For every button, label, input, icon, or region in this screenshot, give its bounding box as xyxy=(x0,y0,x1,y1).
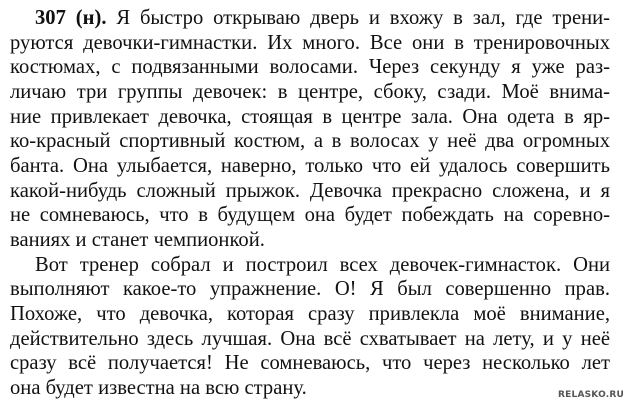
text-line-13: Похоже, что девочка, которая сразу привлекла моё внимание, xyxy=(10,303,610,325)
text-line-7: банта. Она улыбается, наверно, только что ей удалось совершить xyxy=(10,155,610,177)
site-watermark: RELASKO.RU xyxy=(558,390,624,400)
text-line-9: не сомневаюсь, что в будущем она будет побеждать на соревно- xyxy=(10,204,610,227)
text-line-5: ние привлекает девочка, стоящая в центре зала. Она одета в яр- xyxy=(10,105,610,128)
text-line-6: ко-красный спортивный костюм, а в волосах у неё два огромных xyxy=(10,130,610,153)
text-line-14: действительно здесь лучшая. Она всё схватывает на лету, и у неё xyxy=(10,327,610,350)
text-line-4: личаю три группы девочек: в центре, сбоку, сзади. Моё внима- xyxy=(10,81,610,103)
text-line-10: ваниях и станет чемпионкой. xyxy=(10,229,265,251)
text-line-3: костюмах, с подвязанными волосами. Через секунду я уже раз- xyxy=(10,56,610,79)
text-line-12: выполняют какое-то упражнение. О! Я был совершенно прав. xyxy=(10,278,610,301)
text-line-8: какой-нибудь сложный прыжок. Девочка прекрасно сложена, и я xyxy=(10,179,610,202)
exercise-number: 307 (н). xyxy=(35,7,107,29)
text-line-1-content: Я быстро открываю дверь и вхожу в зал, где трени- xyxy=(116,7,610,29)
text-line-1 xyxy=(35,6,610,30)
text-line-2: руются девочки-гимнастки. Их много. Все они в тренировочных xyxy=(10,31,610,54)
text-line-16: она будет известна на всю страну. xyxy=(10,377,307,399)
text-line-15: сразу всё получается! Не сомневаюсь, что через несколько лет xyxy=(10,352,610,375)
text-line-11: Вот тренер собрал и построил всех девочек-гимнасток. Они xyxy=(35,253,610,276)
